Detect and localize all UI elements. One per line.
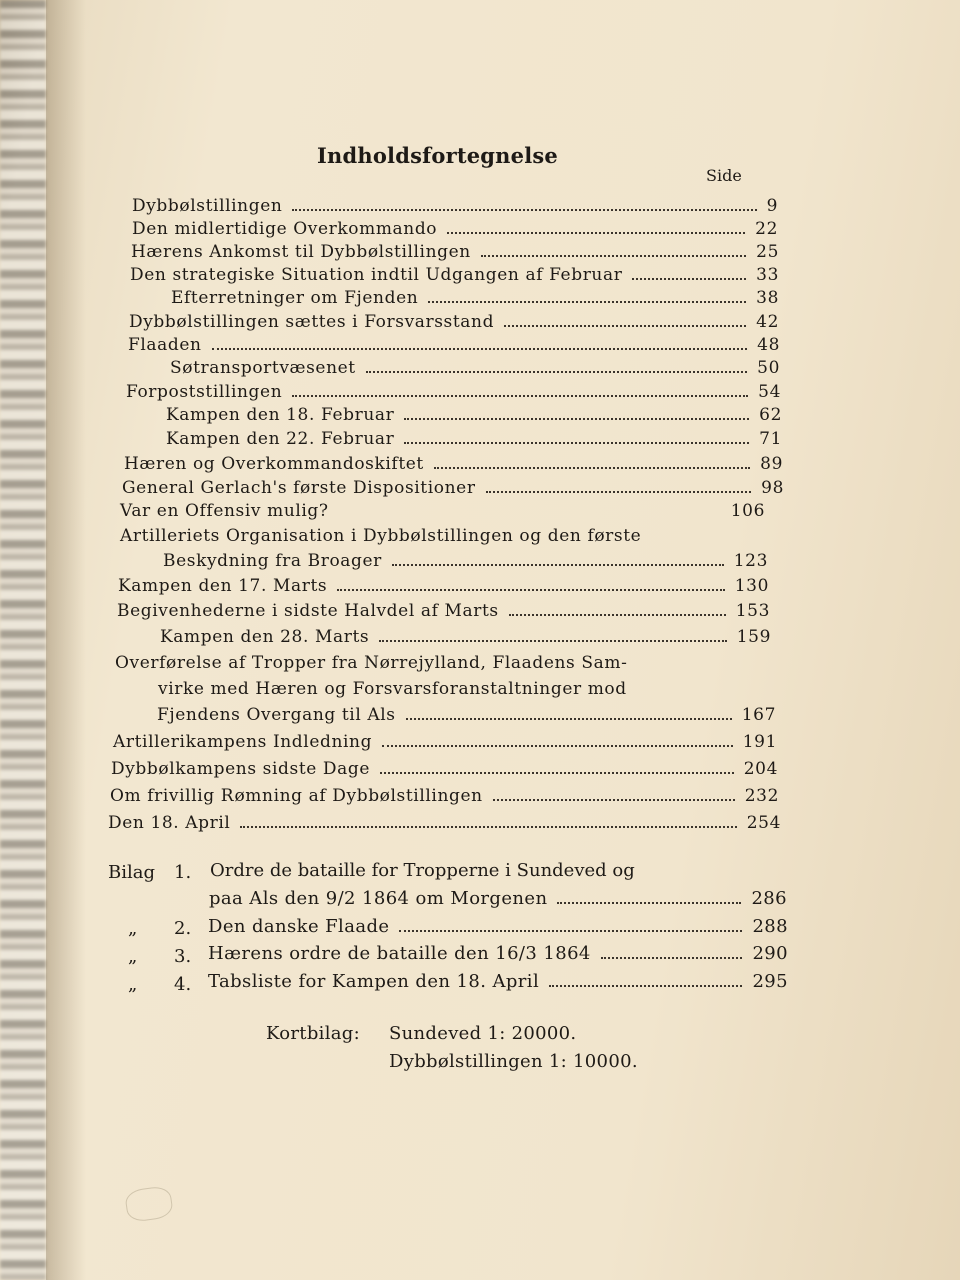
toc-entry: Flaaden 48	[128, 335, 780, 355]
appendix-entry: paa Als den 9/2 1864 om Morgenen 286	[209, 888, 787, 909]
facing-page-edge	[0, 0, 46, 1280]
toc-entry: Hæren og Overkommandoskiftet 89	[124, 454, 783, 474]
toc-entry: Kampen den 28. Marts 159	[160, 627, 771, 647]
toc-title: Indholdsfortegnelse	[317, 143, 558, 168]
toc-entry: Søtransportvæsenet 50	[170, 358, 780, 378]
toc-entry: Efterretninger om Fjenden 38	[171, 288, 779, 308]
toc-entry: Beskydning fra Broager 123	[163, 551, 768, 571]
toc-entry-line2: virke med Hæren og Forsvarsforanstaltninger mod	[158, 679, 627, 699]
toc-entry: Den midlertidige Overkommando 22	[132, 219, 778, 239]
toc-entry: Dybbølstillingen 9	[132, 196, 778, 216]
appendix-number: 2.	[174, 918, 192, 939]
appendix-number: 1.	[174, 862, 192, 883]
toc-entry: Om frivillig Rømning af Dybbølstillingen 232	[110, 786, 779, 806]
toc-entry: Forpoststillingen 54	[126, 382, 781, 402]
ditto-mark: „	[128, 974, 138, 995]
toc-entry: Artillerikampens Indledning 191	[113, 732, 777, 752]
ditto-mark: „	[128, 946, 138, 967]
map-entry: Sundeved 1: 20000.	[389, 1023, 577, 1044]
appendix-prefix: Bilag	[108, 862, 155, 883]
toc-entry: Den 18. April 254	[108, 813, 781, 833]
ditto-mark: „	[128, 918, 138, 939]
appendix-entry: Den danske Flaade 288	[208, 916, 788, 937]
map-entry: Dybbølstillingen 1: 10000.	[389, 1051, 638, 1072]
toc-entry-line1: Overførelse af Tropper fra Nørrejylland, Flaadens Sam-	[115, 653, 628, 673]
toc-entry-line1: Artilleriets Organisation i Dybbølstillingen og den første	[120, 526, 642, 546]
appendix-number: 3.	[174, 946, 192, 967]
toc-entry: Dybbølstillingen sættes i Forsvarsstand 42	[129, 312, 779, 332]
toc-entry: Hærens Ankomst til Dybbølstillingen 25	[131, 242, 779, 262]
appendix-number: 4.	[174, 974, 192, 995]
toc-entry: Fjendens Overgang til Als 167	[157, 705, 776, 725]
page-column-header: Side	[706, 166, 742, 185]
toc-entry: Var en Offensiv mulig? 106	[120, 501, 765, 521]
toc-entry: General Gerlach's første Dispositioner 98	[122, 478, 784, 498]
pencil-mark	[124, 1185, 174, 1223]
toc-entry: Kampen den 22. Februar 71	[166, 429, 782, 449]
toc-entry: Dybbølkampens sidste Dage 204	[111, 759, 778, 779]
toc-entry: Den strategiske Situation indtil Udgangen af Februar 33	[130, 265, 779, 285]
toc-entry: Kampen den 17. Marts 130	[118, 576, 769, 596]
appendix-label-line1: Ordre de bataille for Tropperne i Sundeved og	[210, 860, 635, 881]
appendix-entry: Hærens ordre de bataille den 16/3 1864 290	[208, 943, 788, 964]
appendix-entry: Tabsliste for Kampen den 18. April 295	[208, 971, 788, 992]
toc-entry: Kampen den 18. Februar 62	[166, 405, 782, 425]
page-gutter-shadow	[46, 0, 86, 1280]
maps-label: Kortbilag:	[266, 1023, 360, 1044]
toc-entry: Begivenhederne i sidste Halvdel af Marts 153	[117, 601, 770, 621]
